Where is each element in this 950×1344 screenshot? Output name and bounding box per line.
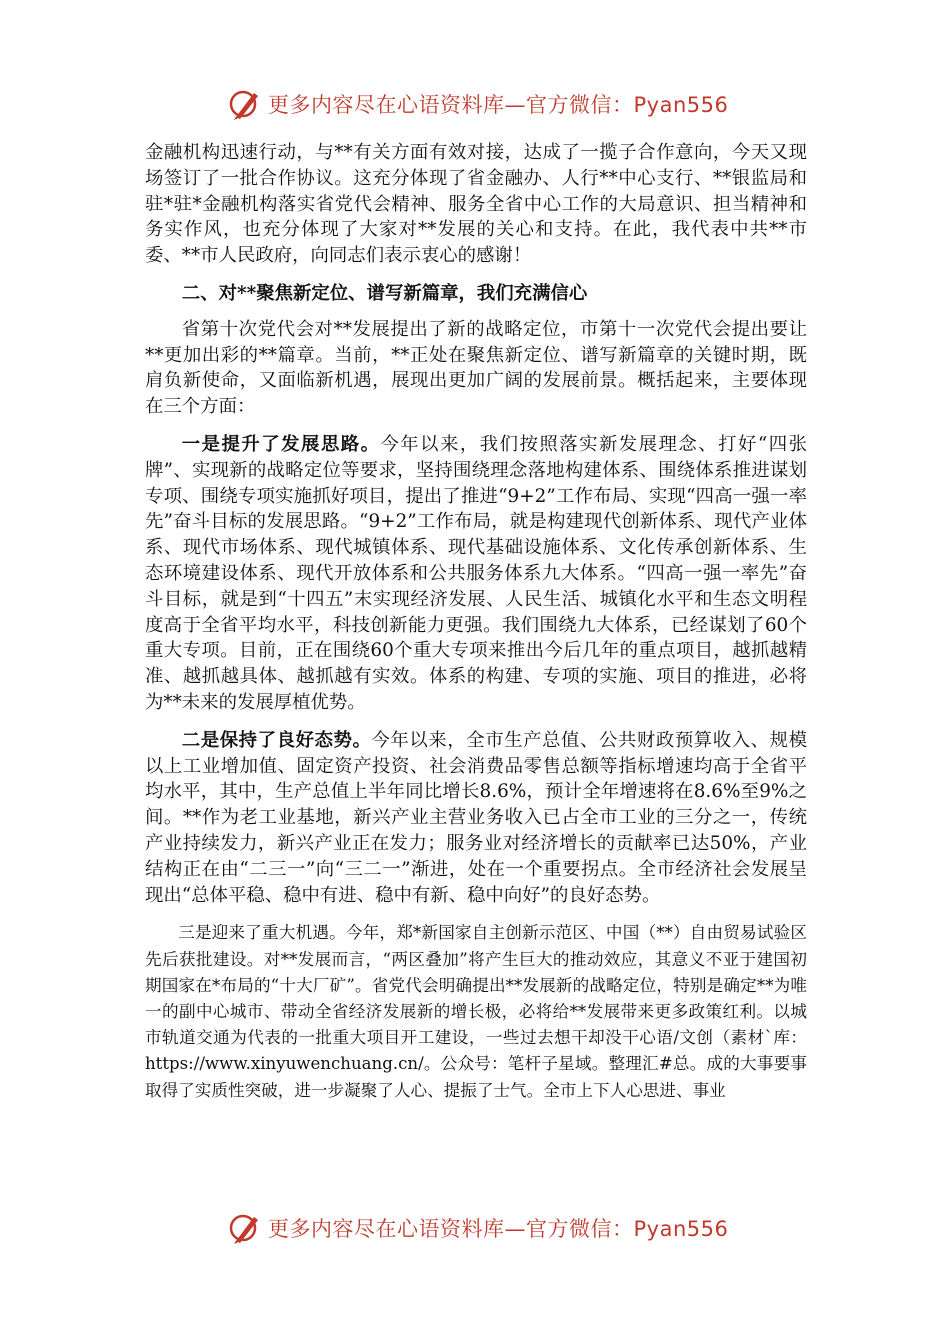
paragraph-3-lead: 一是提升了发展思路。 [181, 433, 381, 455]
paragraph-4-lead: 二是保持了良好态势。 [181, 729, 372, 751]
header-banner [228, 86, 728, 122]
pen-logo-icon [228, 87, 262, 121]
paragraph-4-text: 今年以来，全市生产总值、公共财政预算收入、规模以上工业增加值、固定资产投资、社会消费品零售总额等指标增速均高于全省平均水平，其中，生产总值上半年同比增长8.6%，预计全年增速将在8.6%至9%之间。**作为老工业基地，新兴产业主营业务收入已占全市工业的三分之一，传统产业持续发力，新兴产业正在发力；服务业对经济增长的贡献率已达50%，产业结构正在由“二三一”向“三二一”渐进，处在一个重要拐点。全市经济社会发展呈现出“总体平稳、稳中有进、稳中有新、稳中向好”的良好态势。 [145, 729, 807, 906]
paragraph-4 [145, 728, 807, 909]
section-heading-2: 二、对**聚焦新定位、谱写新篇章，我们充满信心 [181, 282, 588, 304]
document-body [145, 140, 807, 1104]
paragraph-1: 金融机构迅速行动，与**有关方面有效对接，达成了一揽子合作意向，今天又现场签订了一批合作协议。这充分体现了省金融办、人行**中心支行、**银监局和驻*驻*金融机构落实省党代会精神、服务全省中心工作的大局意识、担当精神和务实作风，也充分体现了大家对**发展的关心和支持。在此，我代表中共**市委、**市人民政府，向同志们表示衷心的感谢！ [145, 142, 807, 267]
paragraph-3 [145, 432, 807, 716]
footer-banner [228, 1210, 728, 1246]
paragraph-3-text: 今年以来，我们按照落实新发展理念、打好“四张牌”、实现新的战略定位等要求，坚持围绕理念落地构建体系、围绕体系推进谋划专项、围绕专项实施抓好项目，提出了推进“9+2”工作布局、实现“四高一强一率先”奋斗目标的发展思路。“9+2”工作布局，就是构建现代创新体系、现代产业体系、现代市场体系、现代城镇体系、现代基础设施体系、文化传承创新体系、生态环境建设体系、现代开放体系和公共服务体系九大体系。“四高一强一率先”奋斗目标，就是到“十四五”末实现经济发展、人民生活、城镇化水平和生态文明程度高于全省平均水平，科技创新能力更强。我们围绕九大体系，已经谋划了60个重大专项。目前，正在围绕60个重大专项来推出今后几年的重点项目，越抓越精准、越抓越具体、越抓越有实效。体系的构建、专项的实施、项目的推进，必将为**未来的发展厚植优势。 [145, 433, 807, 713]
banner-text: 更多内容尽在心语资料库—官方微信：Pyan556 [268, 1217, 729, 1241]
paragraph-2: 省第十次党代会对**发展提出了新的战略定位，市第十一次党代会提出要让**更加出彩的**篇章。当前，**正处在聚焦新定位、谱写新篇章的关键时期，既肩负新使命，又面临新机遇，展现出更加广阔的发展前景。概括起来，主要体现在三个方面： [145, 318, 807, 418]
pen-logo-icon [228, 1211, 262, 1245]
banner-text: 更多内容尽在心语资料库—官方微信：Pyan556 [268, 93, 729, 117]
paragraph-5: 三是迎来了重大机遇。今年，郑*新国家自主创新示范区、中国（**）自由贸易试验区先后获批建设。对**发展而言，“两区叠加”将产生巨大的推动效应，其意义不亚于建国初期国家在*布局的“十大厂矿”。省党代会明确提出**发展新的战略定位，特别是确定**为唯一的副中心城市、带动全省经济发展新的增长极，必将给**发展带来更多政策红利。以城市轨道交通为代表的一批重大项目开工建设，一些过去想干却没干心语/文创（素材`库：https://www.xinyuwenchuang.cn/。公众号：笔杆子星域。整理汇#总。成的大事要事取得了实质性突破，进一步凝聚了人心、提振了士气。全市上下人心思进、事业 [145, 923, 807, 1100]
